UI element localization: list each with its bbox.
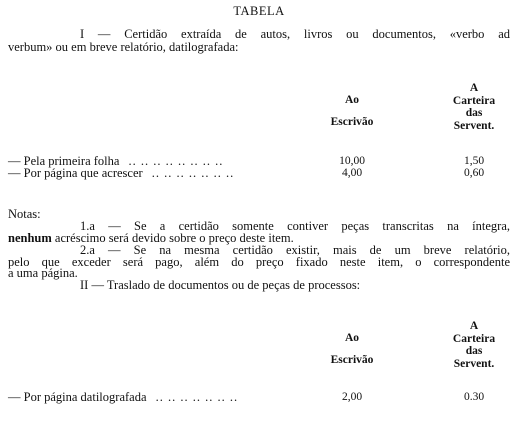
- header-carteira-a: A: [469, 320, 479, 332]
- table-row: [8, 391, 238, 404]
- item2-line1: II — Traslado de documentos ou de peças de processos:: [80, 278, 361, 292]
- row-value-carteira: 0,60: [463, 167, 485, 179]
- note1-line2-text: acréscimo será devido sobre o preço deste item.: [51, 231, 294, 245]
- row-value-escrivao: 10,00: [339, 155, 365, 167]
- header-escrivao-label: Escrivão: [330, 353, 374, 366]
- note2-line2: pelo que exceder será pago, além do preço fixado neste item, o correspondente: [8, 255, 510, 269]
- table-row: [8, 167, 234, 180]
- note2-line3: a uma página.: [8, 266, 78, 280]
- row-value-escrivao: 2,00: [341, 391, 363, 403]
- header-escrivao-1: [322, 94, 382, 128]
- note2-line1: 2.a — Se na mesma certidão existir, mais de um breve relatório,: [80, 243, 510, 257]
- header-carteira-1: [438, 82, 510, 132]
- header-carteira-servent: Servent.: [453, 119, 495, 132]
- header-carteira-label: Carteira: [452, 332, 496, 345]
- row-value-carteira: 0.30: [463, 391, 485, 403]
- header-carteira-das: das: [465, 345, 483, 357]
- header-carteira-label: Carteira: [452, 94, 496, 107]
- note1-line1: 1.a — Se a certidão somente contiver peças transcritas na íntegra,: [80, 219, 510, 233]
- row-value-carteira: 1,50: [463, 155, 485, 167]
- header-carteira-das: das: [465, 107, 483, 119]
- notes-heading: Notas:: [8, 207, 41, 221]
- row-label: — Por página que acrescer: [8, 166, 143, 180]
- header-escrivao-label: Escrivão: [330, 115, 374, 128]
- header-escrivao-2: [322, 332, 382, 366]
- header-escrivao-ao: Ao: [344, 94, 360, 106]
- row-label: — Por página datilografada: [8, 390, 147, 404]
- row-dots: .. .. .. .. .. .. ..: [155, 390, 239, 404]
- header-carteira-servent: Servent.: [453, 357, 495, 370]
- header-carteira-a: A: [469, 82, 479, 94]
- row-value-escrivao: 4,00: [341, 167, 363, 179]
- row-label: — Pela primeira folha: [8, 154, 120, 168]
- row-dots: .. .. .. .. .. .. .. ..: [128, 154, 224, 168]
- note1-bold-word: nenhum: [8, 231, 52, 245]
- item1-line2: verbum» ou em breve relatório, datilografada:: [8, 40, 239, 54]
- page-title: TABELA: [233, 4, 285, 18]
- header-carteira-2: [438, 320, 510, 370]
- row-dots: .. .. .. .. .. .. ..: [151, 166, 235, 180]
- item1-line1: I — Certidão extraída de autos, livros ou documentos, «verbo ad: [80, 27, 510, 41]
- header-escrivao-ao: Ao: [344, 332, 360, 344]
